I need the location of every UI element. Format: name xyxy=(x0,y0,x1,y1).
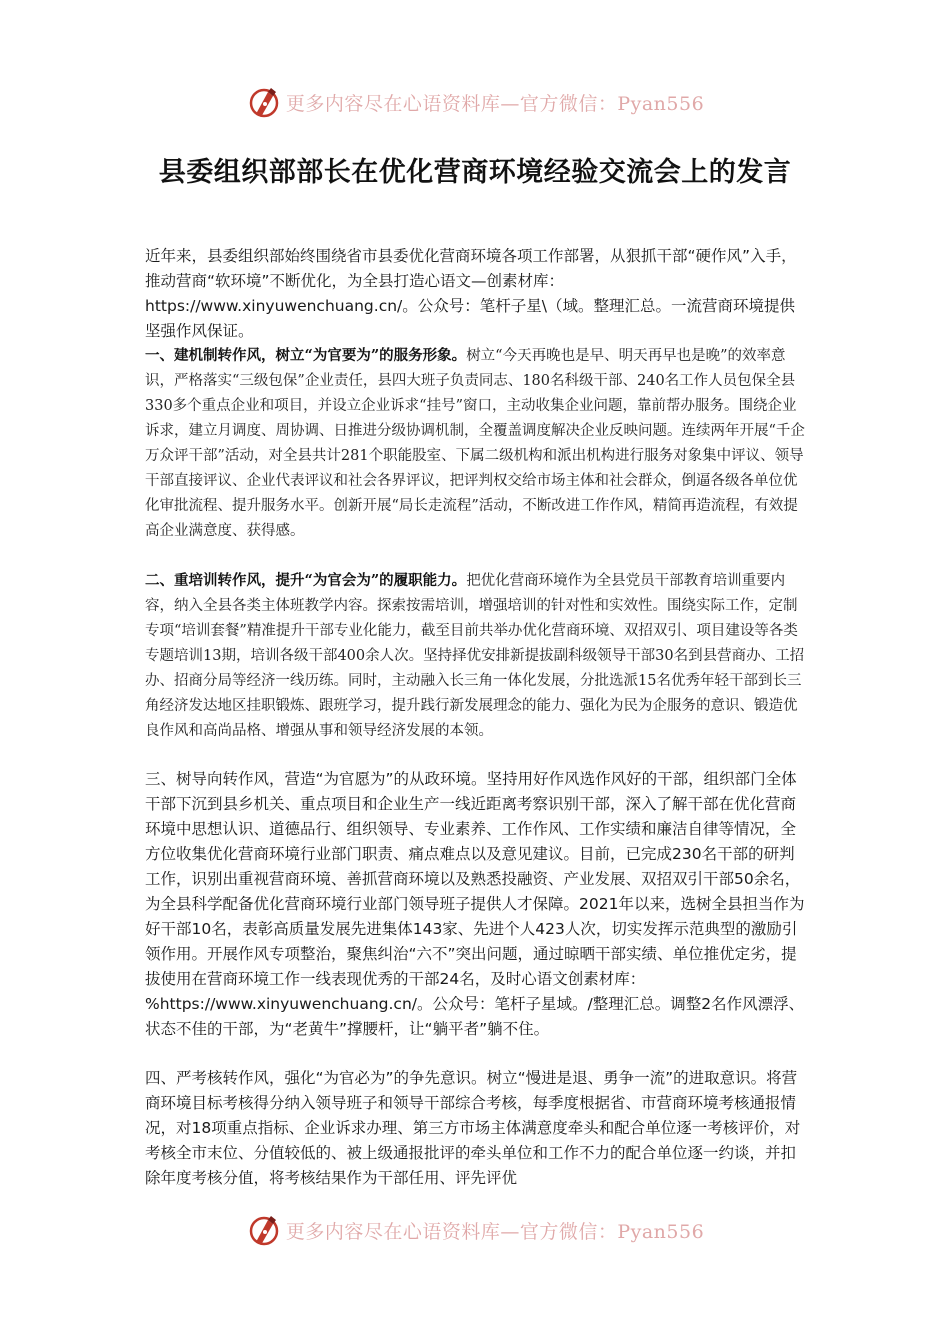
section-4 xyxy=(145,1066,810,1191)
footer-banner-text: 更多内容尽在心语资料库—官方微信：Pyan556 xyxy=(285,1220,705,1243)
intro-paragraph xyxy=(145,244,810,344)
document-title: 县委组织部部长在优化营商环境经验交流会上的发言 xyxy=(158,157,792,188)
section-1-heading: 一、建机制转作风，树立“为官要为”的服务形象。 xyxy=(145,347,467,364)
pen-nib-circle-icon xyxy=(246,1212,282,1248)
section-1 xyxy=(145,343,810,544)
section-2-heading: 二、重培训转作风，提升“为官会为”的履职能力。 xyxy=(145,572,467,589)
section-2 xyxy=(145,568,810,744)
section-3 xyxy=(145,767,810,1042)
header-banner-text: 更多内容尽在心语资料库—官方微信：Pyan556 xyxy=(285,92,705,115)
intro-text: 近年来，县委组织部始终围绕省市县委优化营商环境各项工作部署，从狠抓干部“硬作风”入手，推动营商“软环境”不断优化，为全县打造心语文—创素材库：https://www.xinyuwenchuang.cn/。公众号：笔杆子星\（域。整理汇总。一流营商环境提供坚强作风保证。 xyxy=(145,247,797,340)
header-banner xyxy=(0,82,950,122)
section-2-body: 把优化营商环境作为全县党员干部教育培训重要内容，纳入全县各类主体班教学内容。探索按需培训，增强培训的针对性和实效性。围绕实际工作，定制专项“培训套餐”精准提升干部专业化能力，截至目前共举办优化营商环境、双招双引、项目建设等各类专题培训13期，培训各级干部400余人次。坚持择优安排新提拔副科级领导干部30名到县营商办、工招办、招商分局等经济一线历练。同时，主动融入长三角一体化发展，分批选派15名优秀年轻干部到长三角经济发达地区挂职锻炼、跟班学习，提升践行新发展理念的能力、强化为民为企服务的意识、锻造优良作风和高尚品格、增强从事和领导经济发展的本领。 xyxy=(145,573,805,739)
footer-banner xyxy=(0,1210,950,1250)
section-3-heading: 三、树导向转作风，营造“为官愿为”的从政环境。 xyxy=(145,770,487,788)
section-1-body: 树立“今天再晚也是早、明天再早也是晚”的效率意识，严格落实“三级包保”企业责任，县四大班子负责同志、180名科级干部、240名工作人员包保全县330多个重点企业和项目，并设立企业诉求“挂号”窗口，主动收集企业问题，靠前帮办服务。围绕企业诉求，建立月调度、周协调、日推进分级协调机制，全覆盖调度解决企业反映问题。连续两年开展“千企万众评干部”活动，对全县共计281个职能股室、下属二级机构和派出机构进行服务对象集中评议、领导干部直接评议、企业代表评议和社会各界评议，把评判权交给市场主体和社会群众，倒逼各级各单位优化审批流程、提升服务水平。创新开展“局长走流程”活动，不断改进工作作风，精简再造流程，有效提高企业满意度、获得感。 xyxy=(145,348,805,539)
section-4-body: 树立“慢进是退、勇争一流”的进取意识。将营商环境目标考核得分纳入领导班子和领导干部综合考核，每季度根据省、市营商环境考核通报情况，对18项重点指标、企业诉求办理、第三方市场主体满意度牵头和配合单位逐一考核评价，对考核全市末位、分值较低的、被上级通报批评的牵头单位和工作不力的配合单位逐一约谈，并扣除年度考核分值，将考核结果作为干部任用、评先评优 xyxy=(145,1069,801,1187)
pen-nib-circle-icon xyxy=(246,84,282,120)
section-4-heading: 四、严考核转作风，强化“为官必为”的争先意识。 xyxy=(145,1069,487,1087)
section-3-body: 坚持用好作风选作风好的干部，组织部门全体干部下沉到县乡机关、重点项目和企业生产一线近距离考察识别干部，深入了解干部在优化营商环境中思想认识、道德品行、组织领导、专业素养、工作作风、工作实绩和廉洁自律等情况，全方位收集优化营商环境行业部门职责、痛点难点以及意见建议。目前，已完成230名干部的研判工作，识别出重视营商环境、善抓营商环境以及熟悉投融资、产业发展、双招双引干部50余名，为全县科学配备优化营商环境行业部门领导班子提供人才保障。2021年以来，选树全县担当作为好干部10名，表彰高质量发展先进集体143家、先进个人423人次，切实发挥示范典型的激励引领作用。开展作风专项整治，聚焦纠治“六不”突出问题，通过晾晒干部实绩、单位推优定劣，提拔使用在营商环境工作一线表现优秀的干部24名，及时心语文创素材库：%https://www.xinyuwenchuang.cn/。公众号：笔杆子星域。/整理汇总。调整2名作风漂浮、状态不佳的干部，为“老黄牛”撑腰杆，让“躺平者”躺不住。 xyxy=(145,770,805,1038)
